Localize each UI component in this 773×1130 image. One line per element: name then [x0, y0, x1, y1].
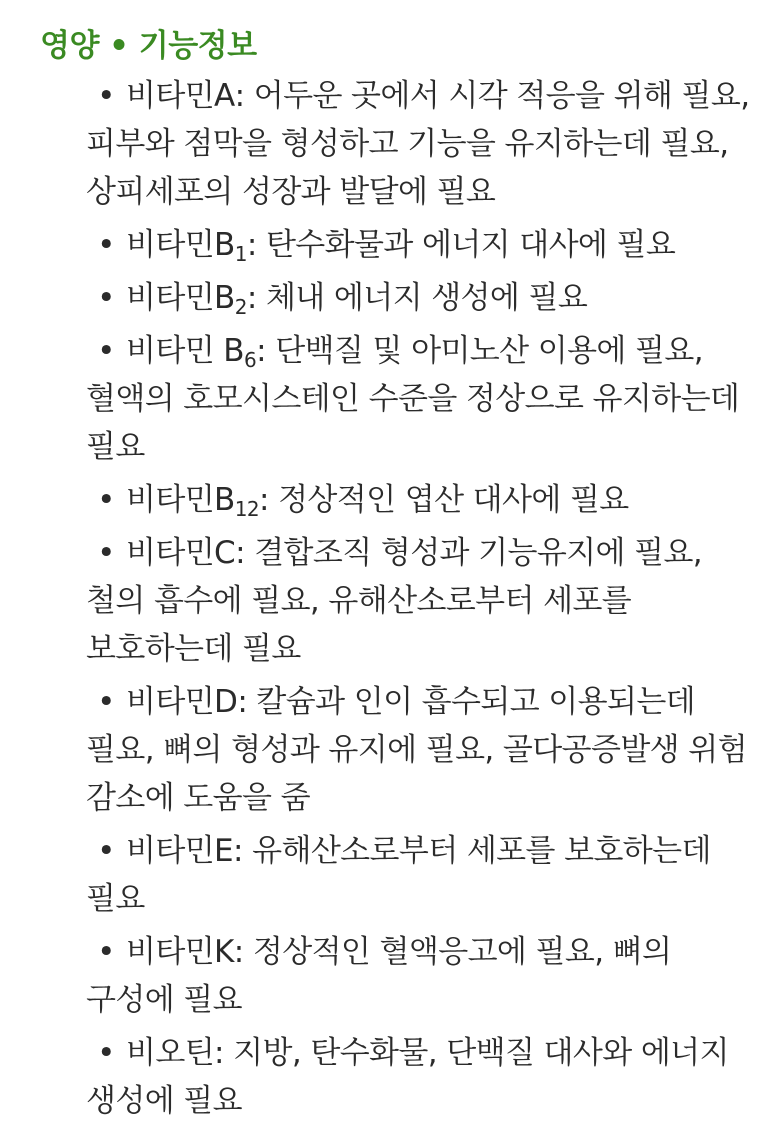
nutrient-item-vitamin-a: [86, 72, 750, 216]
nutrient-name: 비타민$B_{12}$:: [126, 482, 269, 521]
nutrient-item-vitamin-e: [86, 827, 750, 923]
nutrient-description: 어두운 곳에서 시각 적응을 위해 필요, 피부와 점막을 형성하고 기능을 유지하는데 필요, 상피세포의 성장과 발달에 필요: [86, 78, 750, 210]
nutrient-item-vitamin-c: [86, 529, 750, 673]
bullet: •: [97, 684, 115, 720]
nutrient-name: 비타민E:: [126, 833, 243, 869]
bullet: •: [97, 78, 115, 114]
nutrient-name: 비타민K:: [126, 934, 244, 970]
nutrient-description: 칼슘과 인이 흡수되고 이용되는데 필요, 뼈의 형성과 유지에 필요, 골다공증발생 위험 감소에 도움을 줌: [86, 684, 747, 816]
nutrient-name: 비타민D:: [126, 684, 248, 720]
bullet: •: [97, 280, 115, 316]
nutrient-description: 정상적인 혈액응고에 필요, 뼈의 구성에 필요: [86, 934, 672, 1018]
bullet: •: [97, 333, 115, 369]
nutrient-name: 비타민$B_2$:: [126, 280, 257, 319]
section-title: 영양 • 기능정보: [40, 28, 257, 64]
nutrient-description: 유해산소로부터 세포를 보호하는데 필요: [86, 833, 711, 917]
nutrient-item-vitamin-d: [86, 678, 750, 822]
nutrient-name: 비타민$B_1$:: [126, 227, 257, 266]
nutrient-description: 체내 에너지 생성에 필요: [256, 280, 588, 316]
bullet: •: [97, 833, 115, 869]
nutrient-name: 비오틴:: [126, 1035, 224, 1071]
bullet: •: [97, 227, 115, 263]
bullet: •: [97, 535, 115, 571]
nutrient-description: 결합조직 형성과 기능유지에 필요, 철의 흡수에 필요, 유해산소로부터 세포를 보호하는데 필요: [86, 535, 703, 667]
nutrient-item-vitamin-b1: [86, 221, 750, 269]
nutrient-name: 비타민C:: [126, 535, 245, 571]
nutrient-item-vitamin-k: [86, 928, 750, 1024]
nutrient-item-biotin: [86, 1029, 750, 1125]
nutrient-description: 단백질 및 아미노산 이용에 필요, 혈액의 호모시스테인 수준을 정상으로 유지하는데 필요: [86, 333, 740, 465]
nutrient-description: 탄수화물과 에너지 대사에 필요: [256, 227, 676, 263]
nutrient-item-vitamin-b6: [86, 327, 750, 471]
nutrient-name: 비타민 $B_6$:: [126, 333, 266, 372]
nutrient-item-vitamin-b12: [86, 476, 750, 524]
nutrient-item-vitamin-b2: [86, 274, 750, 322]
bullet: •: [97, 482, 115, 518]
nutrient-list: [86, 72, 750, 1130]
bullet: •: [97, 934, 115, 970]
nutrient-description: 지방, 탄수화물, 단백질 대사와 에너지 생성에 필요: [86, 1035, 729, 1119]
bullet: •: [97, 1035, 115, 1071]
nutrient-description: 정상적인 엽산 대사에 필요: [268, 482, 629, 518]
nutrient-name: 비타민A:: [126, 78, 245, 114]
